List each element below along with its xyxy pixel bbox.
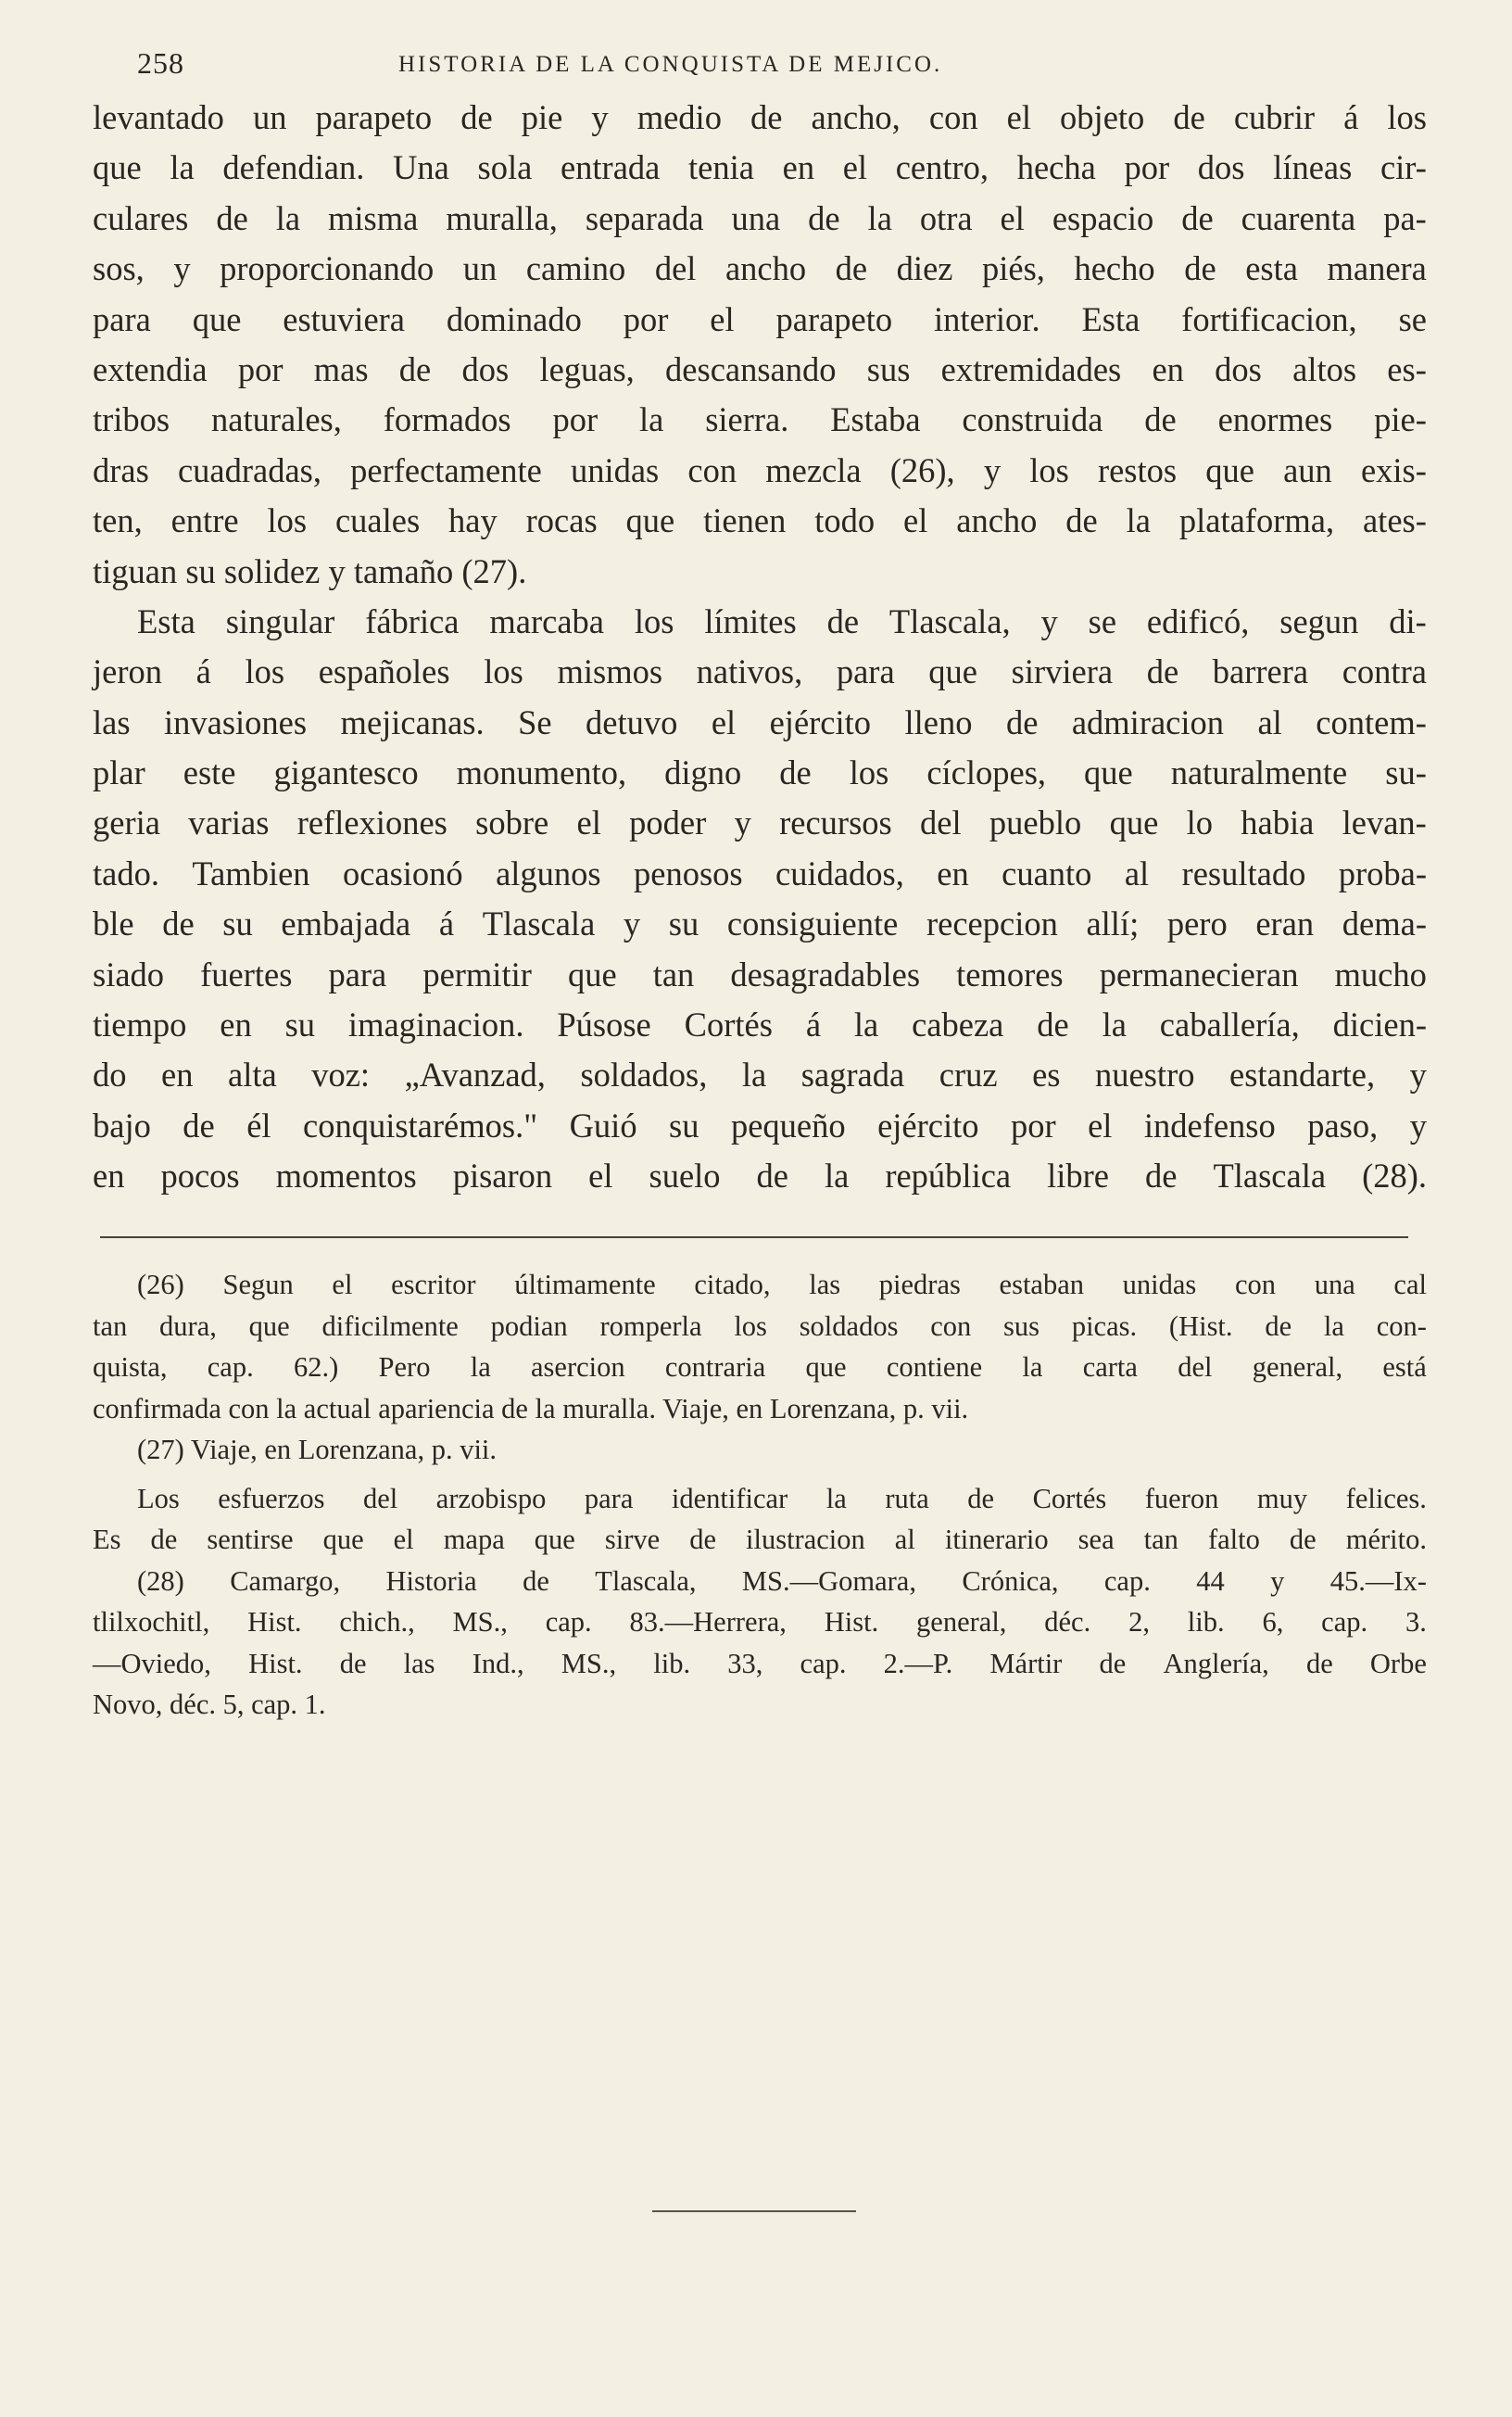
text-line: tado. Tambien ocasionó algunos penosos cuidados, en cuanto al resultado proba- — [93, 854, 1427, 892]
main-text — [93, 93, 1427, 1202]
footnote-line: (26) Segun el escritor últimamente citado, las piedras estaban unidas con una cal — [137, 1269, 1427, 1300]
text-line: dras cuadradas, perfectamente unidas con mezcla (26), y los restos que aun exis- — [93, 450, 1427, 489]
end-ornament-rule — [652, 2210, 856, 2212]
text-line: sos, y proporcionando un camino del ancho de diez piés, hecho de esta manera — [93, 249, 1427, 288]
text-line: geria varias reflexiones sobre el poder y recursos del pueblo que lo habia levan- — [93, 804, 1427, 842]
text-line: tribos naturales, formados por la sierra. Estaba construida de enormes pie- — [93, 400, 1427, 439]
footnote-line: —Oviedo, Hist. de las Ind., MS., lib. 33, cap. 2.—P. Mártir de Anglería, de Orbe — [93, 1647, 1427, 1679]
text-line: para que estuviera dominado por el parapeto interior. Esta fortificacion, se — [93, 299, 1427, 338]
text-line: ten, entre los cuales hay rocas que tienen todo el ancho de la plataforma, ates- — [93, 501, 1427, 540]
footnote-line: (28) Camargo, Historia de Tlascala, MS.—Gomara, Crónica, cap. 44 y 45.—Ix- — [137, 1564, 1427, 1597]
footnote-line: tan dura, que dificilmente podian romperla los soldados con sus picas. (Hist. de la con- — [93, 1310, 1427, 1342]
page-header — [137, 46, 1434, 93]
footnotes — [93, 1264, 1427, 1726]
text-line: en pocos momentos pisaron el suelo de la república libre de Tlascala (28). — [93, 1157, 1427, 1196]
footnote-divider — [100, 1236, 1408, 1238]
footnote-line: Los esfuerzos del arzobispo para identificar la ruta de Cortés fueron muy felices. — [137, 1482, 1427, 1514]
text-line: do en alta voz: „Avanzad, soldados, la sagrada cruz es nuestro estandarte, y — [93, 1056, 1427, 1095]
text-line: las invasiones mejicanas. Se detuvo el ejército lleno de admiracion al contem- — [93, 702, 1427, 741]
text-line: bajo de él conquistarémos." Guió su pequeño ejército por el indefenso paso, y — [93, 1106, 1427, 1145]
text-line: siado fuertes para permitir que tan desagradables temores permanecieran mucho — [93, 955, 1427, 993]
page-number: 258 — [137, 46, 184, 80]
text-line: levantado un parapeto de pie y medio de ancho, con el objeto de cubrir á los — [93, 98, 1427, 136]
running-title: HISTORIA DE LA CONQUISTA DE MEJICO. — [398, 52, 943, 77]
footnote-line: quista, cap. 62.) Pero la asercion contraria que contiene la carta del general, está — [93, 1351, 1427, 1383]
text-line: plar este gigantesco monumento, digno de los cíclopes, que naturalmente su- — [93, 753, 1427, 792]
text-line: culares de la misma muralla, separada una de la otra el espacio de cuarenta pa- — [93, 198, 1427, 237]
text-line: jeron á los españoles los mismos nativos, para que sirviera de barrera contra — [93, 652, 1427, 691]
footnote-line: Novo, déc. 5, cap. 1. — [93, 1689, 326, 1720]
text-line: que la defendian. Una sola entrada tenia en el centro, hecha por dos líneas cir- — [93, 148, 1427, 187]
footnote-line: Es de sentirse que el mapa que sirve de ilustracion al itinerario sea tan falto de mérito. — [93, 1524, 1427, 1555]
text-line: tiempo en su imaginacion. Púsose Cortés á la cabeza de la caballería, dicien- — [93, 1006, 1427, 1044]
text-line: extendia por mas de dos leguas, descansando sus extremidades en dos altos es- — [93, 349, 1427, 388]
footnote-line: (27) Viaje, en Lorenzana, p. vii. — [137, 1434, 498, 1465]
text-line: tiguan su solidez y tamaño (27). — [93, 551, 527, 590]
text-line: Esta singular fábrica marcaba los límites de Tlascala, y se edificó, segun di- — [137, 601, 1427, 640]
footnote-line: confirmada con la actual apariencia de la muralla. Viaje, en Lorenzana, p. vii. — [93, 1392, 969, 1424]
text-line: ble de su embajada á Tlascala y su consiguiente recepcion allí; pero eran dema- — [93, 905, 1427, 943]
footnote-line: tlilxochitl, Hist. chich., MS., cap. 83.—Herrera, Hist. general, déc. 2, lib. 6, cap. 3. — [93, 1606, 1427, 1638]
